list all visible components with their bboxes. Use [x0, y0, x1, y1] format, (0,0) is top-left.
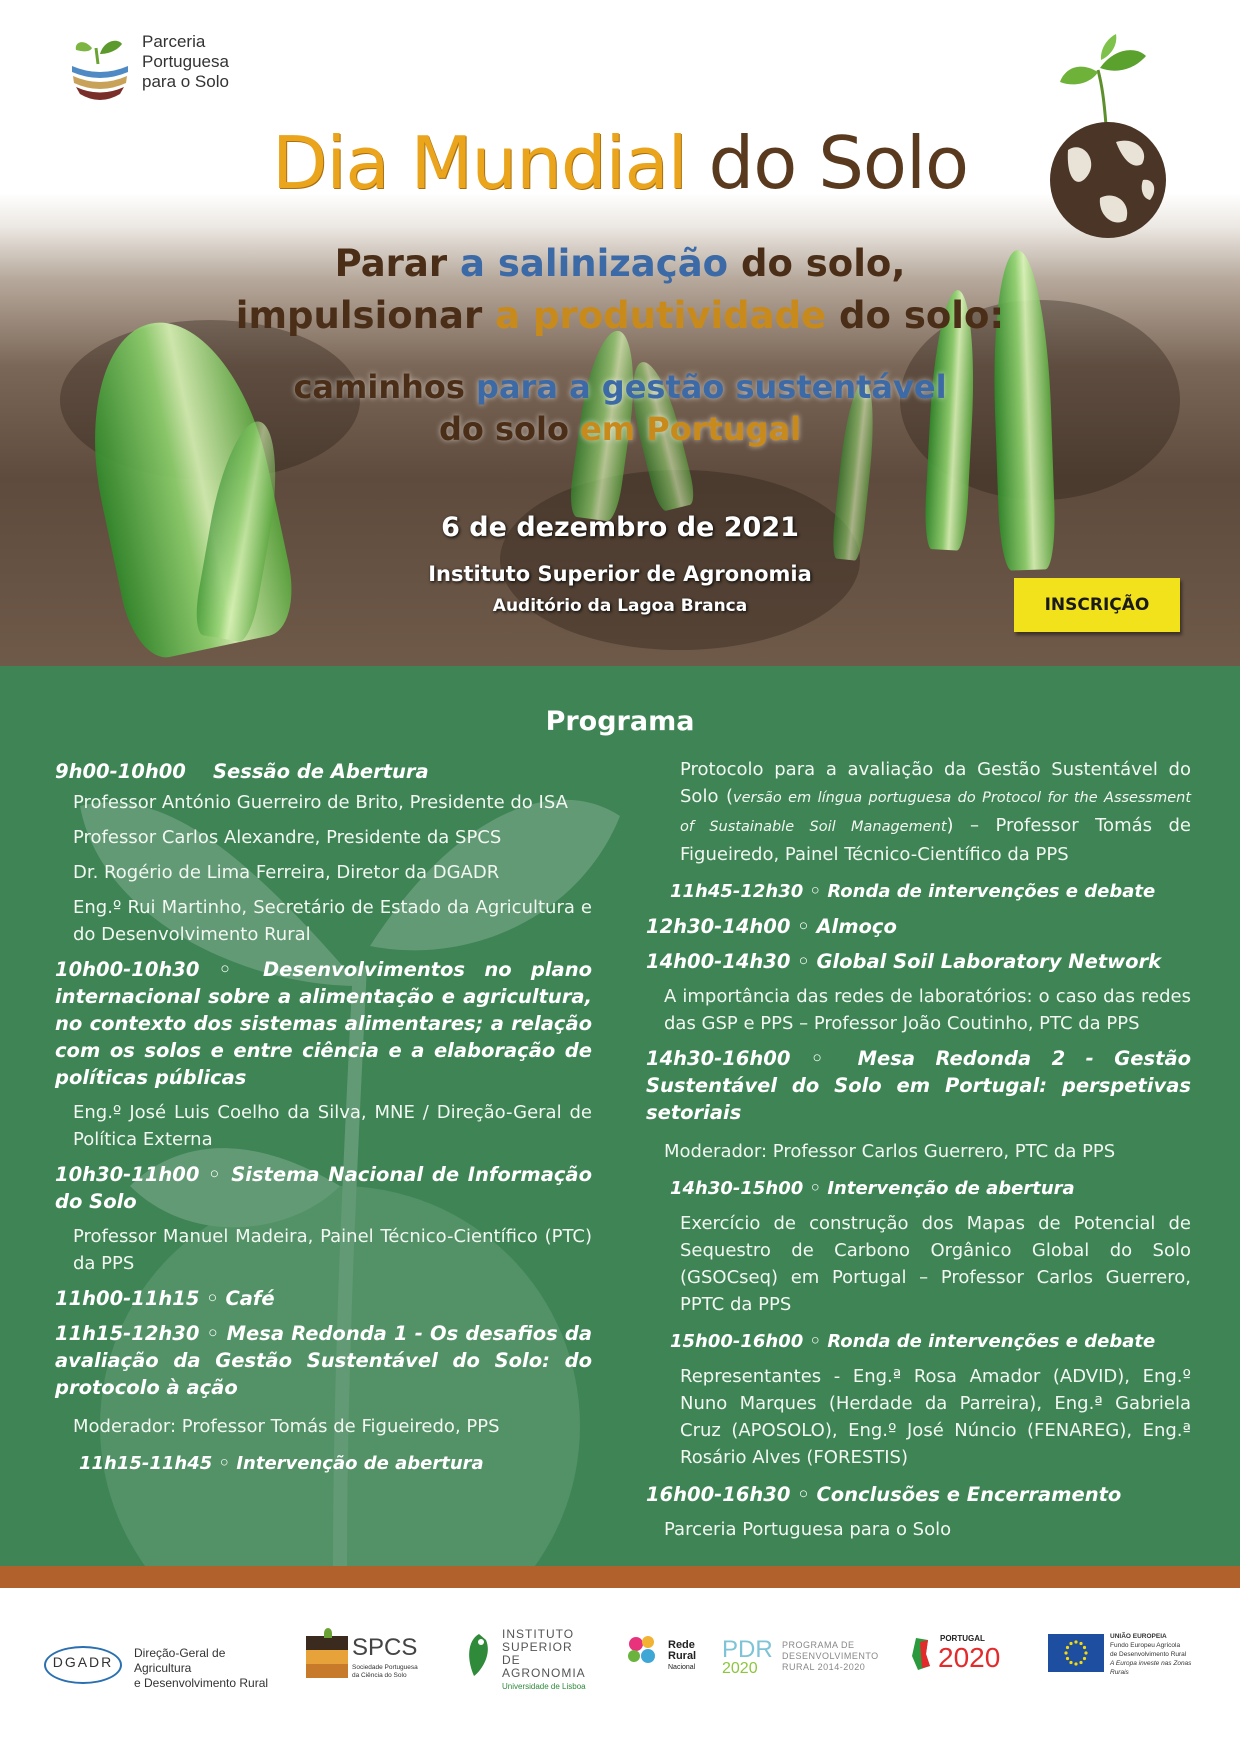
pdr-name-line: RURAL 2014-2020 [782, 1662, 866, 1672]
divider-strip [0, 1566, 1240, 1588]
portugal2020-logo [906, 1632, 1026, 1688]
session-heading: 16h00-16h30 ◦ Conclusões e Encerramento [646, 1483, 1122, 1506]
rede-rural-line: Rural [668, 1650, 697, 1662]
eu-fund-line: de Desenvolvimento Rural [1110, 1651, 1187, 1658]
subsession-heading: 11h15-11h45 ◦ Intervenção de abertura [79, 1453, 484, 1474]
isa-bird-icon [462, 1630, 496, 1680]
main-title-part: do Solo [708, 121, 968, 205]
p2020-year: 2020 [938, 1642, 1001, 1673]
program-title: Programa [545, 706, 695, 737]
event-room: Auditório da Lagoa Branca [492, 596, 748, 616]
subtitle-fragment: a produtividade [495, 294, 827, 337]
session-heading [55, 758, 592, 785]
subtitle-fragment: Parar [334, 242, 448, 285]
eu-name: UNIÃO EUROPEIA [1110, 1633, 1167, 1640]
moderator-item: Moderador: Professor Tomás de Figueiredo, PPS [73, 1416, 500, 1437]
subtitle-fragment: do solo, [741, 242, 906, 285]
session-heading: 14h00-14h30 ◦ Global Soil Laboratory Network [646, 950, 1162, 973]
session-heading: 11h15-12h30 ◦ Mesa Redonda 1 - Os desafios da avaliação da Gestão Sustentável do Solo: do protocolo à ação [55, 1322, 592, 1399]
speaker-item: Professor António Guerreiro de Brito, Presidente do ISA [73, 792, 568, 813]
pdr-name-line: PROGRAMA DE [782, 1640, 855, 1650]
dgadr-name-line: e Desenvolvimento Rural [134, 1676, 269, 1690]
isa-name-line: INSTITUTO [502, 1627, 575, 1641]
speaker-item [646, 756, 1191, 868]
event-date: 6 de dezembro de 2021 [441, 512, 799, 543]
speaker-item: Professor Manuel Madeira, Painel Técnico-Científico (PTC) da PPS [73, 1226, 592, 1274]
speaker-item: Professor Carlos Alexandre, Presidente da SPCS [73, 827, 502, 848]
subtitle-fragment: do solo: [839, 294, 1005, 337]
rede-rural-logo [622, 1628, 702, 1692]
session-heading: 10h30-11h00 ◦ Sistema Nacional de Informação do Solo [55, 1163, 592, 1213]
eu-fund-line: Fundo Europeu Agrícola [1110, 1642, 1181, 1649]
session-heading: 10h00-10h30 ◦ Desenvolvimentos no plano internacional sobre a alimentação e agricultura, no contexto dos sistemas alimentares; a relação com os solos e entre ciência e a elaboração de políticas públicas [55, 958, 592, 1089]
subsession-heading: 11h45-12h30 ◦ Ronda de intervenções e debate [670, 881, 1156, 902]
subtitle-fragment: impulsionar [235, 294, 483, 337]
footer-logos [0, 1588, 1240, 1754]
session-heading: 14h30-16h00 ◦ Mesa Redonda 2 - Gestão Sustentável do Solo em Portugal: perspetivas setoriais [646, 1047, 1191, 1124]
partner-logo-line: Portuguesa [142, 52, 229, 71]
p2020-label: PORTUGAL [940, 1634, 985, 1643]
session-time: 9h00-10h00 [55, 760, 186, 783]
session-heading: 12h30-14h00 ◦ Almoço [646, 915, 897, 938]
isa-logo [462, 1626, 592, 1696]
speaker-item: Parceria Portuguesa para o Solo [664, 1519, 952, 1540]
subtitle-line [0, 238, 1240, 290]
spcs-name-line: Sociedade Portuguesa [352, 1664, 418, 1671]
speaker-text: ) – Professor Tomás de Figueiredo, Painel Técnico-Científico da PPS [680, 815, 1191, 865]
spcs-name-line: da Ciência do Solo [352, 1672, 407, 1679]
program-left-column [55, 758, 592, 1477]
event-venue: Instituto Superior de Agronomia [428, 562, 812, 586]
pdr-abbr: PDR [722, 1636, 773, 1663]
eu-motto: A Europa investe nas Zonas Rurais [1110, 1660, 1192, 1676]
subtitle-fragment: para a gestão sustentável [476, 368, 947, 406]
program-right-column [646, 756, 1191, 1543]
subsession-heading: 14h30-15h00 ◦ Intervenção de abertura [670, 1178, 1075, 1199]
eu-flag-icon [1048, 1634, 1104, 1672]
subtitle-fragment: caminhos [293, 368, 465, 406]
main-title [0, 118, 1240, 208]
speaker-text-italic: versão em língua portuguesa do Protocol for the Assessment of Sustainable Soil Management [680, 790, 1191, 835]
speaker-item: Eng.º José Luis Coelho da Silva, MNE / Direção-Geral de Política Externa [73, 1102, 592, 1150]
rede-rural-flower-icon [622, 1630, 662, 1670]
register-button[interactable]: INSCRIÇÃO [1014, 578, 1180, 632]
speaker-text: Protocolo para a avaliação da Gestão Sustentável do Solo ( [680, 759, 1191, 807]
soil-layers-icon [70, 34, 130, 106]
subtitle-line [0, 290, 1240, 342]
spcs-logo [306, 1628, 436, 1690]
dgadr-name-line: Direção-Geral de Agricultura [134, 1646, 226, 1675]
subtitle-fragment: em Portugal [580, 410, 802, 448]
speaker-item: Representantes - Eng.ª Rosa Amador (ADVID), Eng.º Nuno Marques (Herdade da Parreira), Eng.ª Gabriela Cruz (APOSOLO), Eng.º José Núncio (FENAREG), Eng.ª Rosário Alves (FORESTIS) [680, 1366, 1191, 1468]
session-title: Sessão de Abertura [213, 760, 429, 783]
isa-name-line: SUPERIOR DE [502, 1640, 573, 1667]
session-heading: 11h00-11h15 ◦ Café [55, 1287, 275, 1310]
subtitle [0, 238, 1240, 342]
subtitle-secondary [0, 366, 1240, 450]
speaker-item: Eng.º Rui Martinho, Secretário de Estado da Agricultura e do Desenvolvimento Rural [73, 897, 592, 945]
speaker-item: A importância das redes de laboratórios: o caso das redes das GSP e PPS – Professor João Coutinho, PTC da PPS [664, 986, 1191, 1034]
rede-rural-line: Nacional [668, 1664, 696, 1671]
subtitle-fragment: a salinização [460, 242, 729, 285]
eu-logo [1048, 1630, 1198, 1690]
dgadr-logo [44, 1640, 284, 1690]
portugal-map-icon [906, 1636, 934, 1672]
subtitle-fragment: do solo [438, 410, 569, 448]
pdr-name-line: DESENVOLVIMENTO [782, 1651, 879, 1661]
spcs-abbr: SPCS [352, 1634, 418, 1661]
isa-university: Universidade de Lisboa [502, 1682, 586, 1691]
isa-name-line: AGRONOMIA [502, 1666, 586, 1680]
subtitle-line [0, 408, 1240, 450]
speaker-item: Exercício de construção dos Mapas de Potencial de Sequestro de Carbono Orgânico Global do Solo (GSOCseq) em Portugal – Professor Carlos Guerrero, PPTC da PPS [680, 1213, 1191, 1315]
subsession-heading: 15h00-16h00 ◦ Ronda de intervenções e debate [670, 1331, 1156, 1352]
rede-rural-line: Rede [668, 1639, 695, 1651]
pdr2020-logo [722, 1636, 892, 1686]
main-title-part: Dia Mundial [271, 121, 687, 205]
partner-logo-line: Parceria [142, 32, 206, 51]
subtitle-line [0, 366, 1240, 408]
partner-logo-line: para o Solo [142, 72, 229, 91]
moderator-item: Moderador: Professor Carlos Guerrero, PTC da PPS [664, 1141, 1116, 1162]
dgadr-abbr: DGADR [52, 1654, 114, 1670]
speaker-item: Dr. Rogério de Lima Ferreira, Diretor da DGADR [73, 862, 500, 883]
partner-logo-text [142, 32, 282, 92]
pdr-year: 2020 [722, 1660, 758, 1677]
